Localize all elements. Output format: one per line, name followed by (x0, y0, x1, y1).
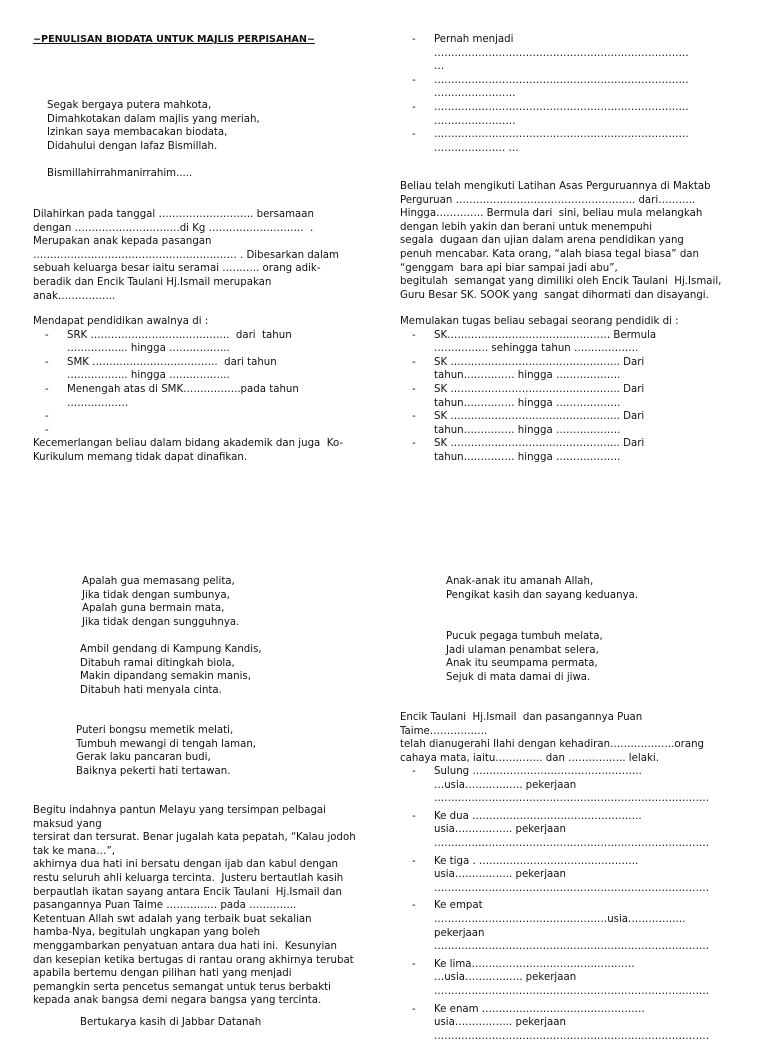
pantun-left-2: Ambil gendang di Kampung Kandis, Ditabuh ramai ditingkah biola, Makin dipandang semakin manis, Ditabuh hati menyala cinta. (80, 643, 262, 697)
pantun-left-1: Apalah gua memasang pelita, Jika tidak dengan sumbunya, Apalah guna bermain mata, Jika tidak dengan sungguhnya. (82, 575, 239, 629)
document-title: ~PENULISAN BIODATA UNTUK MAJLIS PERPISAHAN~ (33, 33, 315, 47)
list-item: - Sulung ………………………………………….. …usia…………….. pekerjaan ……………………………………………………………………… (400, 765, 750, 806)
training-paragraph: Beliau telah mengikuti Latihan Asas Perguruannya di Maktab Perguruan …………………………………………….. dari……….. Hingga………….. Bermula dari sini, beliau mula melangkah dengan lebih yakin dan berani untuk menempuhi segala dugaan dan ujian dalam arena pendidikan yang penuh mencabar. Kata orang, “alah biasa tegal biasa” dan “genggam bara api biar sampai jadi abu”, begitulah semangat yang dimiliki oleh Encik Taulani Hj.Ismail, Guru Besar SK. SOOK yang sangat dihormati dan disayangi. (400, 180, 721, 302)
list-item: - Ke lima………………………………………… …usia…………….. pekerjaan ……………………………………………………………………… (400, 958, 750, 999)
poem-line: Segak bergaya putera mahkota, (47, 99, 260, 113)
poem-line: Didahului dengan lafaz Bismillah. (47, 140, 260, 154)
list-item: - SK ………………………………………….. Dari tahun…………… hingga ………………. (400, 410, 740, 437)
section-heading: Mendapat pendidikan awalnya di : (33, 315, 373, 329)
children-list (400, 765, 750, 1043)
paragraph-line: anak…………….. (33, 290, 339, 304)
section-heading: Memulakan tugas beliau sebagai seorang pendidik di : (400, 315, 740, 329)
list-item: - ………………………………………………………………… …………………… (400, 101, 740, 128)
intro-poem (47, 99, 260, 153)
birth-paragraph (33, 208, 339, 303)
bismillah-line: Bismillahirrahmanirrahim..... (47, 167, 192, 181)
list-item: - Ke enam ………………………………………… usia…………….. pekerjaan ……………………………………………………………………… (400, 1003, 750, 1043)
pantun-right-2: Pucuk pegaga tumbuh melata, Jadi ulaman penambat selera, Anak itu seumpama permata, Sejuk di mata damai di jiwa. (446, 630, 603, 684)
paragraph-line: sebuah keluarga besar iaitu seramai ……….. orang adik- (33, 262, 339, 276)
list-item: - SRK ………………………………….. dari tahun ……………... hingga ……………... (33, 329, 373, 356)
list-item: - Ke dua ………………………………………….. usia…………….. pekerjaan ……………………………………………………………………… (400, 810, 750, 851)
list-item: - (33, 410, 373, 424)
children-list-container (400, 765, 750, 1043)
list-item: - SK ………………………………………….. Dari tahun…………… hingga ………………. (400, 383, 740, 410)
list-item: - Menengah atas di SMK……………..pada tahun ……………… (33, 383, 373, 410)
list-item: - Ke empat ……………………………………………usia…………….. pekerjaan ……………………………………………………………………… (400, 899, 750, 953)
pantun-left-3: Puteri bongsu memetik melati, Tumbuh mewangi di tengah laman, Gerak laku pancaran budi, Baiknya pekerti hati tertawan. (76, 724, 256, 778)
poem-line: Izinkan saya membacakan biodata, (47, 126, 260, 140)
paragraph-line: …………………………………………………… . Dibesarkan dalam (33, 249, 339, 263)
list-item: - ………………………………………………………………… …………………… (400, 74, 740, 101)
list-item: - SK ………………………………………….. Dari tahun…………… hingga ………………. (400, 356, 740, 383)
paragraph-line: dengan ………………………….di Kg ………………………. . (33, 222, 339, 236)
poem-line: Dimahkotakan dalam majlis yang meriah, (47, 113, 260, 127)
cutoff-line: Bertukarya kasih di Jabbar Datanah (80, 1016, 261, 1030)
children-intro: Encik Taulani Hj.Ismail dan pasangannya Puan Taime…………….. telah dianugerahi Ilahi dengan kehadiran……………….orang cahaya mata, iaitu………….. dan …………….. lelaki. (400, 711, 704, 765)
right-top-list (400, 33, 740, 155)
list-item: - ………………………………………………………………… ………………… … (400, 128, 740, 155)
list-item: - Pernah menjadi ………………………………………………………………… … (400, 33, 740, 74)
experience-list (400, 33, 740, 155)
list-item: - SK………………………………………… Bermula ……………. sehingga tahun ………………. (400, 329, 740, 356)
teaching-section (400, 315, 740, 465)
paragraph-line: Kurikulum memang tidak dapat dinafikan. (33, 451, 373, 465)
education-section (33, 315, 373, 465)
pantun-right-1: Anak-anak itu amanah Allah, Pengikat kasih dan sayang keduanya. (446, 575, 638, 602)
paragraph-line: Dilahirkan pada tanggal ………………………. bersamaan (33, 208, 339, 222)
education-list (33, 329, 373, 438)
list-item: - (33, 424, 373, 438)
teaching-list (400, 329, 740, 465)
paragraph-line: beradik dan Encik Taulani Hj.Ismail merupakan (33, 276, 339, 290)
list-item: - SK ………………………………………….. Dari tahun…………… hingga ………………. (400, 437, 740, 464)
paragraph-line: Kecemerlangan beliau dalam bidang akademik dan juga Ko- (33, 437, 373, 451)
list-item: - Ke tiga . ……………………………………….. usia…………….. pekerjaan ……………………………………………………………………… (400, 855, 750, 896)
list-item: - SMK ………………………………. dari tahun ……………... hingga ……………... (33, 356, 373, 383)
paragraph-line: Merupakan anak kepada pasangan (33, 235, 339, 249)
marriage-paragraph: Begitu indahnya pantun Melayu yang tersimpan pelbagai maksud yang tersirat dan tersurat. Benar jugalah kata pepatah, “Kalau jodoh tak ke mana…”, akhirnya dua hati ini bersatu dengan ijab dan kabul dengan restu seluruh ahli keluarga tercinta. Justeru bertautlah kasih berpautlah ikatan sayang antara Encik Taulani Hj.Ismail dan pasangannya Puan Taime …………… pada ………….. Ketentuan Allah swt adalah yang terbaik buat sekalian hamba-Nya, begitulah ungkapan yang boleh menggambarkan penyatuan antara dua hati ini. Kesunyian dan kesepian ketika bertugas di rantau orang akhirnya terubat apabila bertemu dengan pilihan hati yang menjadi pemangkin serta pencetus semangat untuk terus berbakti kepada anak bangsa demi negara bangsa yang tercinta. (33, 804, 356, 1008)
